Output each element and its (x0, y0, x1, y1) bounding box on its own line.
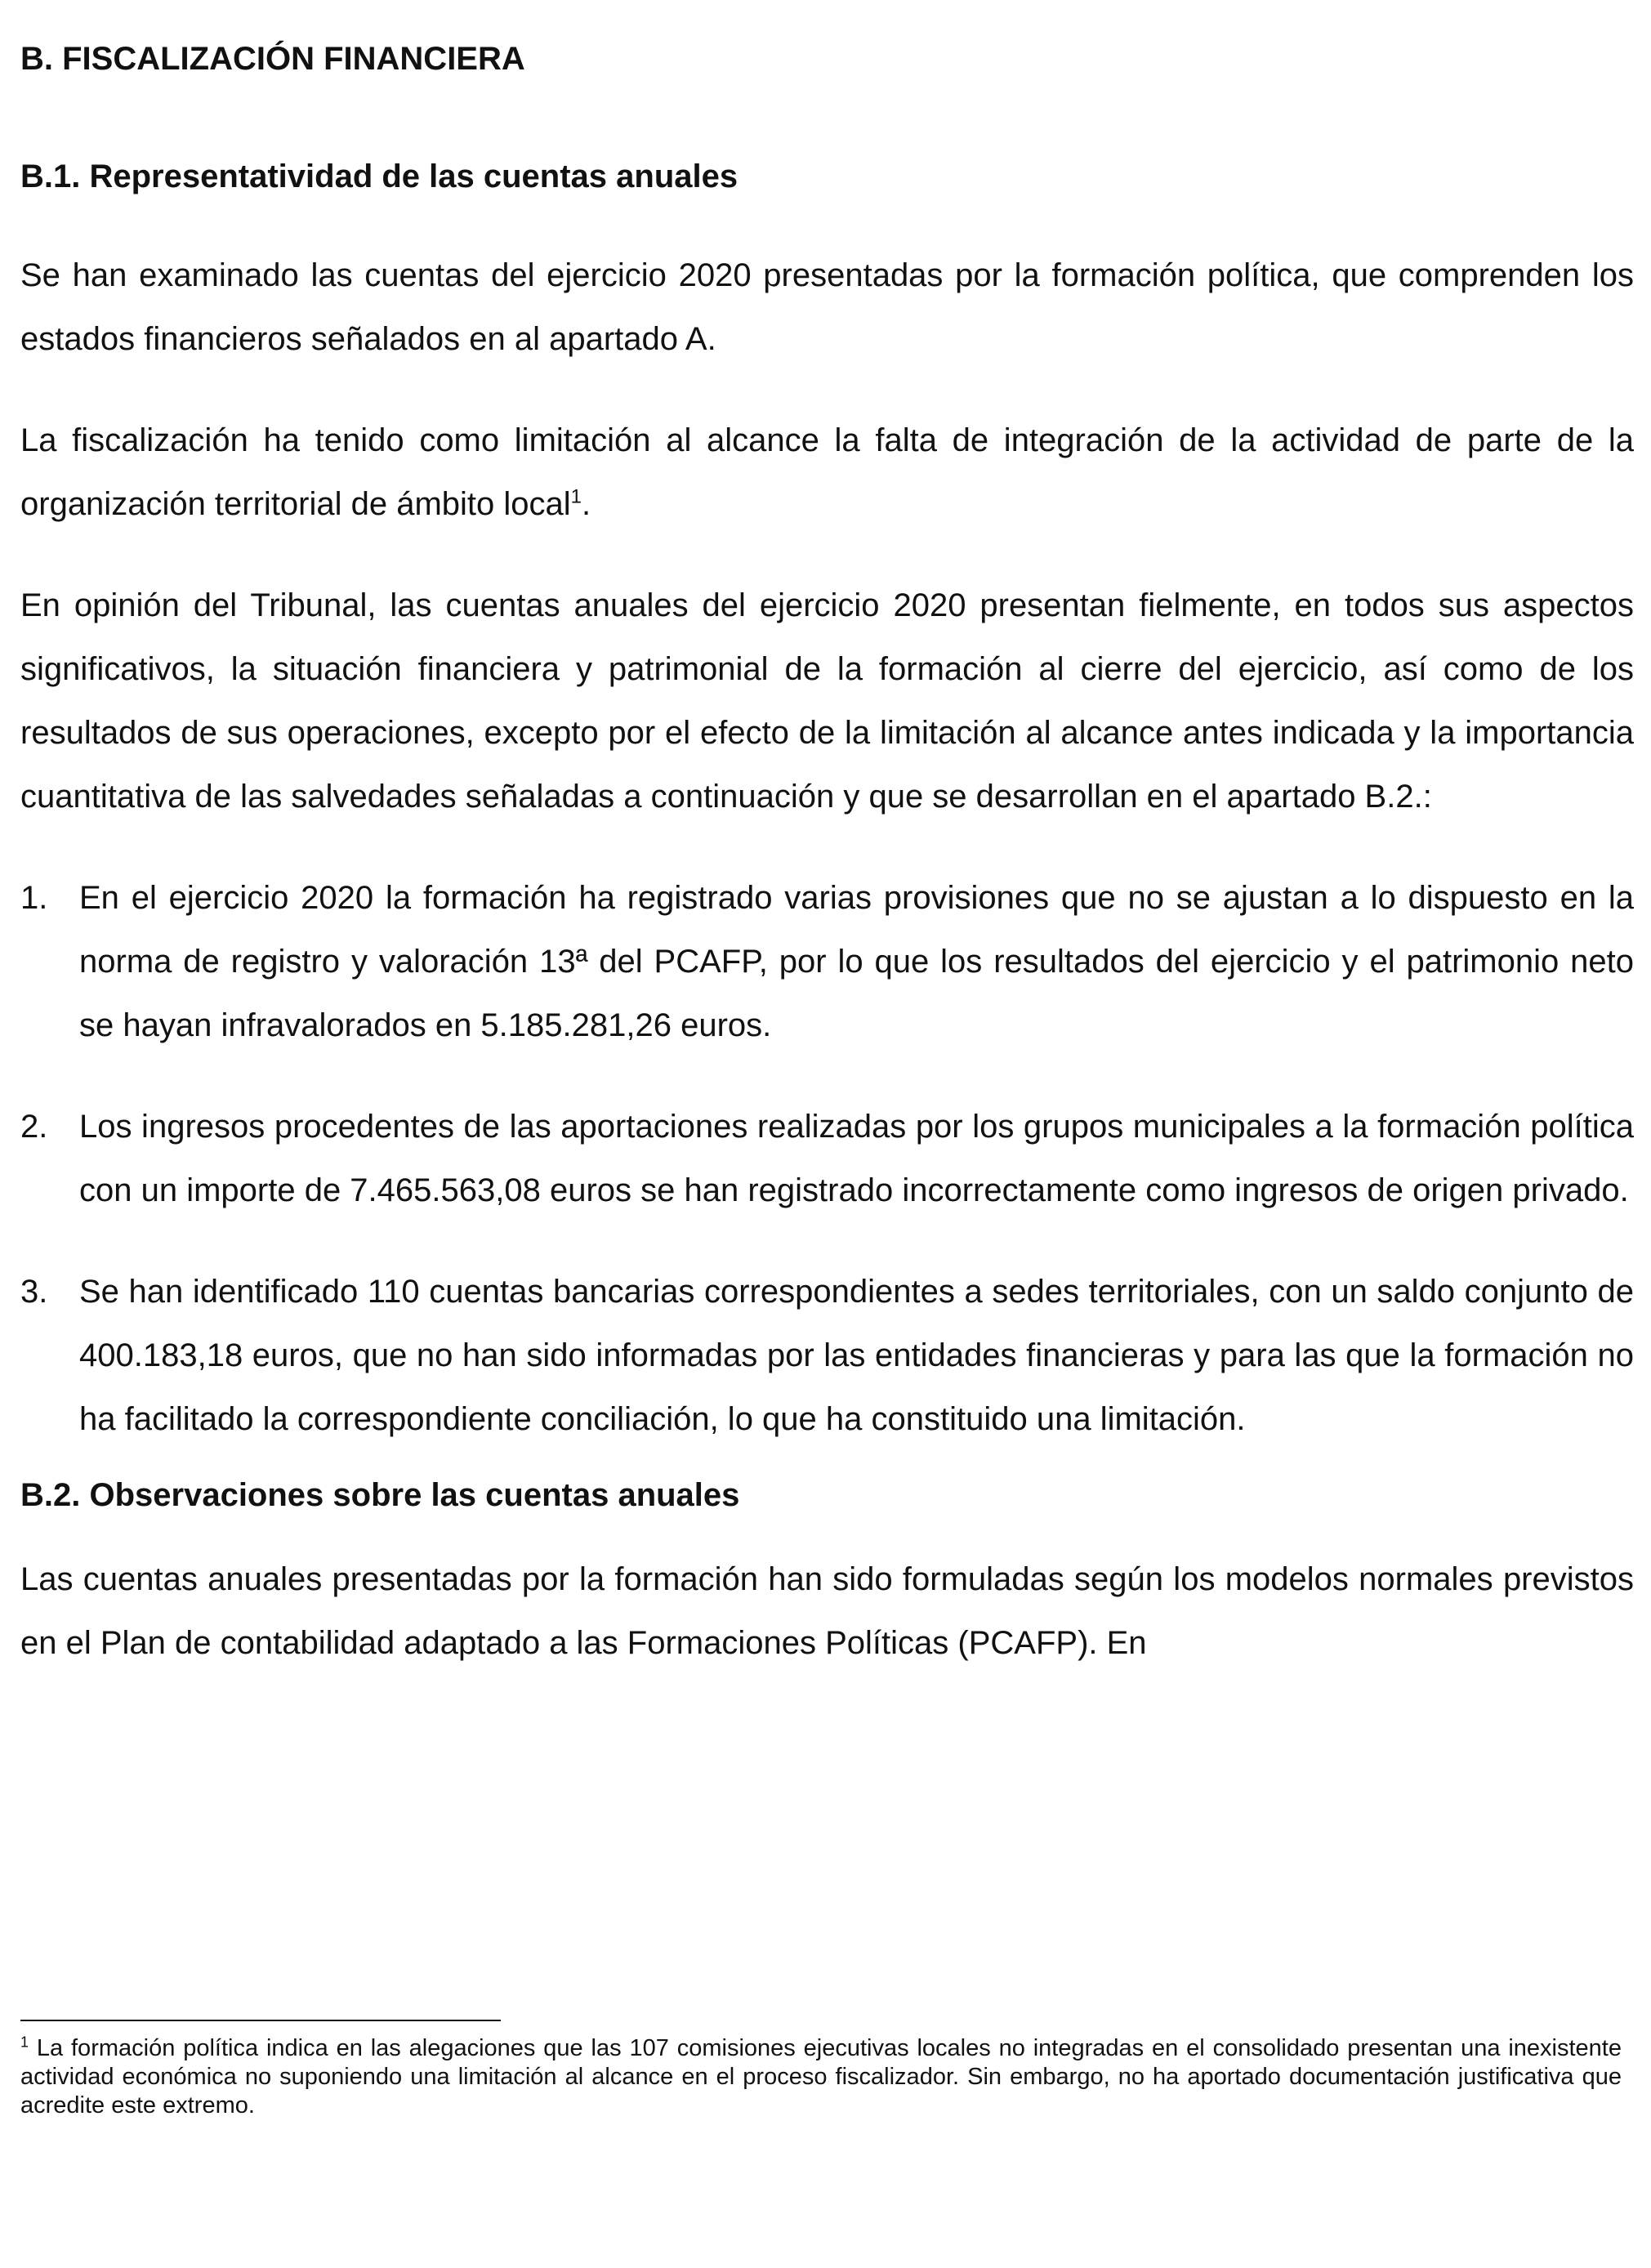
b1-paragraph-2-text: La fiscalización ha tenido como limitación al alcance la falta de integración de la actividad de parte de la organización territorial de ámbito local (20, 422, 1634, 522)
b1-paragraph-1: Se han examinado las cuentas del ejercicio 2020 presentadas por la formación política, que comprenden los estados financieros señalados en al apartado A. (20, 257, 1634, 357)
list-item (20, 866, 1634, 1057)
footnote-marker: 1 (20, 2034, 29, 2051)
list-item (20, 1095, 1634, 1222)
b2-heading: B.2. Observaciones sobre las cuentas anuales (20, 1477, 740, 1513)
document-page (20, 39, 1634, 1675)
list-item-text: Los ingresos procedentes de las aportaciones realizadas por los grupos municipales a la formación política con un importe de 7.465.563,08 euros se han registrado incorrectamente como ingresos de origen privado. (79, 1109, 1634, 1208)
b1-paragraph-2-end: . (582, 486, 591, 522)
list-item-text: Se han identificado 110 cuentas bancarias correspondientes a sedes territoriales, con un saldo conjunto de 400.183,18 euros, que no han sido informadas por las entidades financieras y para las que la formación no ha facilitado la correspondiente conciliación, lo que ha constituido una limitación. (79, 1274, 1634, 1437)
list-item-number: 1. (20, 880, 48, 916)
b1-paragraph-3: En opinión del Tribunal, las cuentas anuales del ejercicio 2020 presentan fielmente, en todos sus aspectos significativos, la situación financiera y patrimonial de la formación al cierre del ejercicio, así como de los resultados de sus operaciones, excepto por el efecto de la limitación al alcance antes indicada y la importancia cuantitativa de las salvedades señaladas a continuación y que se desarrollan en el apartado B.2.: (20, 587, 1634, 815)
b1-paragraph-2 (20, 409, 1634, 536)
list-item-number: 3. (20, 1274, 48, 1310)
list-item-number: 2. (20, 1109, 48, 1145)
list-item (20, 1260, 1634, 1451)
b2-paragraph: Las cuentas anuales presentadas por la formación han sido formuladas según los modelos normales previstos en el Plan de contabilidad adaptado a las Formaciones Políticas (PCAFP). En (20, 1561, 1634, 1661)
salvedades-list (20, 866, 1634, 1451)
b1-heading: B.1. Representatividad de las cuentas anuales (20, 158, 738, 194)
footnote-reference[interactable]: 1 (570, 485, 582, 508)
footnote-divider (20, 2020, 501, 2021)
list-item-text: En el ejercicio 2020 la formación ha registrado varias provisiones que no se ajustan a lo dispuesto en la norma de registro y valoración 13ª del PCAFP, por lo que los resultados del ejercicio y el patrimonio neto se hayan infravalorados en 5.185.281,26 euros. (79, 880, 1634, 1043)
footnote (20, 2034, 1622, 2120)
section-title: B. FISCALIZACIÓN FINANCIERA (20, 41, 525, 77)
footnote-text: La formación política indica en las alegaciones que las 107 comisiones ejecutivas locales no integradas en el consolidado presentan una inexistente actividad económica no suponiendo una limitación al alcance en el proceso fiscalizador. Sin embargo, no ha aportado documentación justificativa que acredite este extremo. (20, 2035, 1622, 2118)
